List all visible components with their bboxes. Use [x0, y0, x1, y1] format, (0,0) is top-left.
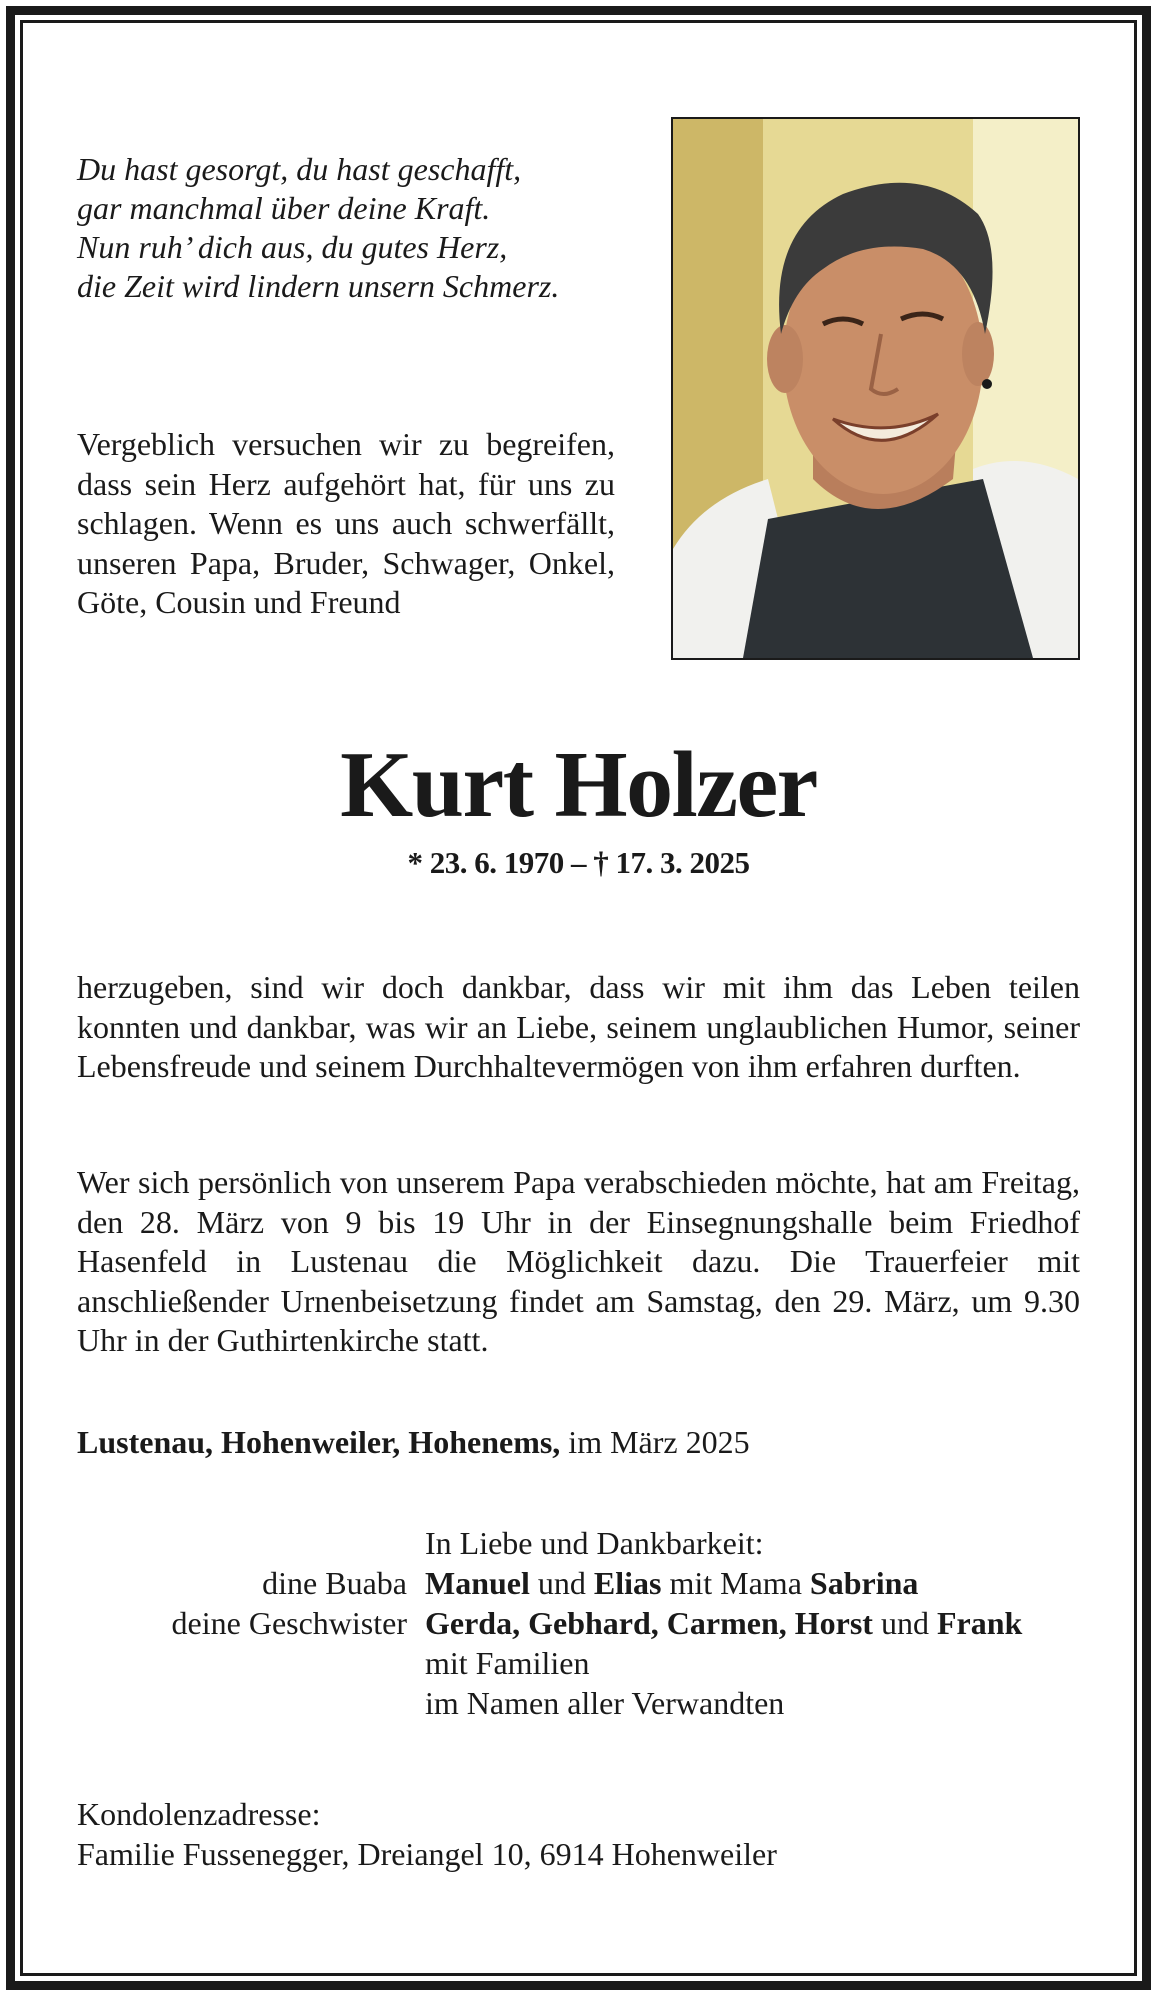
place-date: im März 2025 — [568, 1424, 750, 1460]
mourner-row-kids — [0, 1563, 1157, 1603]
mourner-connector: mit Mama — [669, 1565, 802, 1601]
mourner-label: dine Buaba — [262, 1565, 407, 1601]
poem-line: die Zeit wird lindern unsern Schmerz. — [77, 268, 560, 304]
poem-line: gar manchmal über deine Kraft. — [77, 190, 491, 226]
mourner-names — [425, 1603, 1022, 1643]
condolence-label: Kondolenzadresse: — [77, 1796, 321, 1832]
mourner-name: Gerda, Gebhard, Carmen, Horst — [425, 1605, 873, 1641]
mourner-connector: und — [880, 1605, 929, 1641]
mourner-label: deine Geschwister — [171, 1605, 407, 1641]
portrait-photo — [671, 117, 1080, 660]
mourner-names — [425, 1563, 918, 1603]
mourner-name: Manuel — [425, 1565, 530, 1601]
mourner-name: Frank — [936, 1605, 1023, 1641]
mourners-block — [0, 1523, 1157, 1723]
place-date-line — [77, 1423, 750, 1462]
poem-line: Du hast gesorgt, du hast geschafft, — [77, 151, 522, 187]
deceased-name: Kurt Holzer — [340, 733, 817, 837]
signoff-heading-row — [0, 1523, 1157, 1563]
gratitude-paragraph: herzugeben, sind wir doch dankbar, dass wir mit ihm das Leben teilen konnten und dankbar, was wir an Liebe, seinem unglaublichen Humor, seiner Lebensfreude und seinem Durchhaltevermögen von ihm erfahren durften. — [77, 969, 1080, 1084]
mourner-families: mit Familien — [425, 1645, 590, 1681]
condolence-address-line: Familie Fussenegger, Dreiangel 10, 6914 Hohenweiler — [77, 1836, 777, 1872]
mourner-name: Elias — [593, 1565, 662, 1601]
mourner-row-relatives — [0, 1683, 1157, 1723]
mourner-connector: und — [537, 1565, 586, 1601]
mourner-name: Sabrina — [809, 1565, 919, 1601]
portrait-illustration — [673, 119, 1078, 658]
memorial-poem — [77, 150, 637, 306]
intro-paragraph: Vergeblich versuchen wir zu begreifen, dass sein Herz aufgehört hat, für uns zu schlagen. Wenn es uns auch schwerfällt, unseren Papa, Bruder, Schwager, Onkel, Göte, Cousin und Freund — [77, 426, 615, 620]
mourner-relatives: im Namen aller Verwandten — [425, 1685, 785, 1721]
farewell-details-paragraph: Wer sich persönlich von unserem Papa verabschieden möchte, hat am Freitag, den 28. März von 9 bis 19 Uhr in der Einsegnungshalle beim Friedhof Hasenfeld in Lustenau die Möglichkeit dazu. Die Trauerfeier mit anschließender Urnenbeisetzung findet am Samstag, den 29. März, um 9.30 Uhr in der Guthirtenkirche statt. — [77, 1164, 1080, 1358]
place-towns: Lustenau, Hohenweiler, Hohenems, — [77, 1424, 561, 1460]
life-dates: * 23. 6. 1970 – † 17. 3. 2025 — [407, 845, 750, 880]
signoff-heading: In Liebe und Dankbarkeit: — [425, 1525, 764, 1561]
poem-line: Nun ruh’ dich aus, du gutes Herz, — [77, 229, 508, 265]
mourner-row-siblings — [0, 1603, 1157, 1643]
condolence-address — [77, 1794, 777, 1874]
mourner-row-families — [0, 1643, 1157, 1683]
